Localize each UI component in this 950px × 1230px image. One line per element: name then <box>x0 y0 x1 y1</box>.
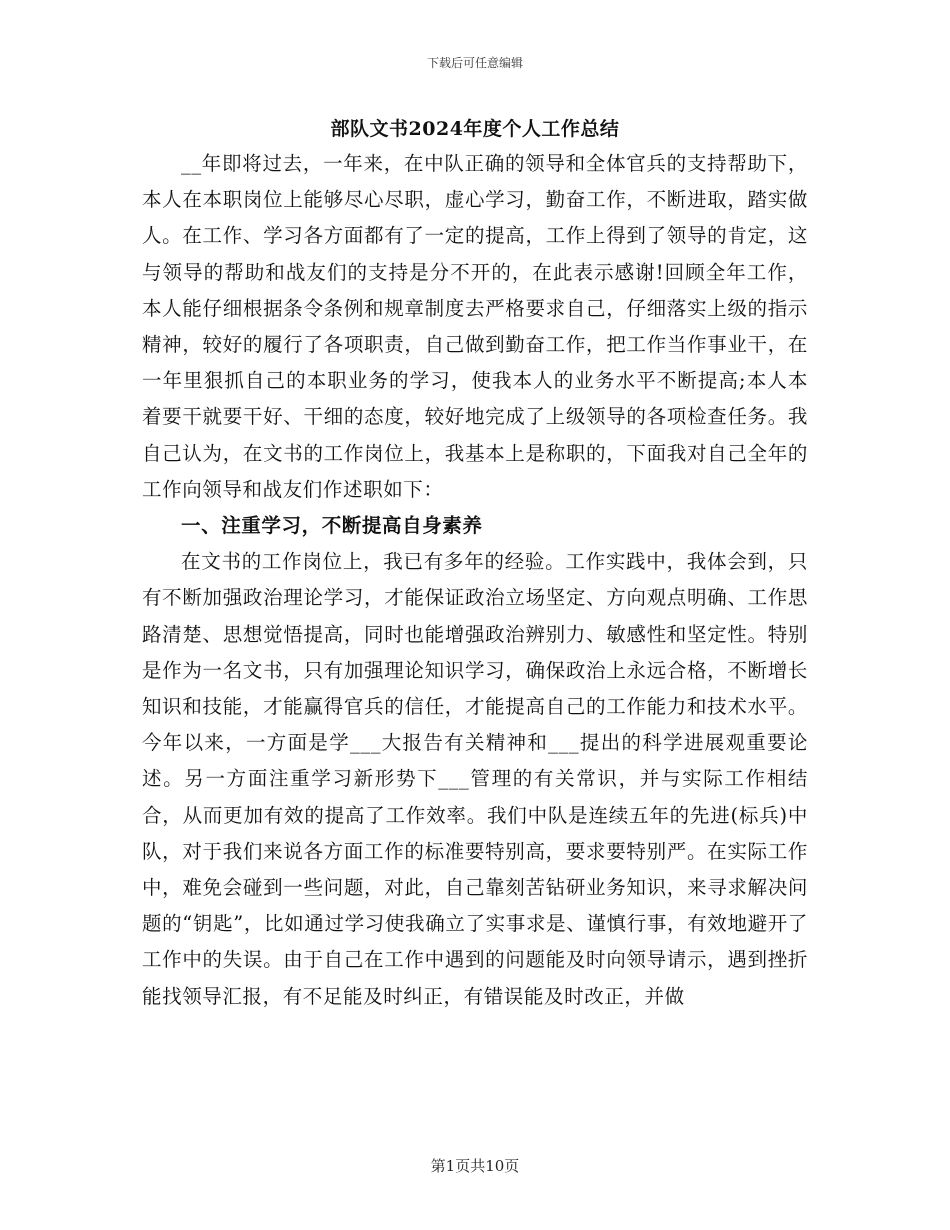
section-1-paragraph: 在文书的工作岗位上，我已有多年的经验。工作实践中，我体会到，只有不断加强政治理论学习，才能保证政治立场坚定、方向观点明确、工作思路清楚、思想觉悟提高，同时也能增强政治辨别力、敏感性和坚定性。特别是作为一名文书，只有加强理论知识学习，确保政治上永远合格，不断增长知识和技能，才能赢得官兵的信任，才能提高自己的工作能力和技术水平。今年以来，一方面是学___大报告有关精神和___提出的科学进展观重要论述。另一方面注重学习新形势下___管理的有关常识，并与实际工作相结合，从而更加有效的提高了工作效率。我们中队是连续五年的先进(标兵)中队，对于我们来说各方面工作的标准要特别高，要求要特别严。在实际工作中，难免会碰到一些问题，对此，自己靠刻苦钻研业务知识，来寻求解决问题的“钥匙”，比如通过学习使我确立了实事求是、谨慎行事，有效地避开了工作中的失误。由于自己在工作中遇到的问题能及时向领导请示，遇到挫折能找领导汇报，有不足能及时纠正，有错误能及时改正，并做 <box>142 550 808 1008</box>
document-body <box>142 146 808 1015</box>
intro-paragraph: __年即将过去，一年来，在中队正确的领导和全体官兵的支持帮助下，本人在本职岗位上能够尽心尽职，虚心学习，勤奋工作，不断进取，踏实做人。在工作、学习各方面都有了一定的提高，工作上得到了领导的肯定，这与领导的帮助和战友们的支持是分不开的，在此表示感谢!回顾全年工作，本人能仔细根据条令条例和规章制度去严格要求自己，仔细落实上级的指示精神，较好的履行了各项职责，自己做到勤奋工作，把工作当作事业干，在一年里狠抓自己的本职业务的学习，使我本人的业务水平不断提高;本人本着要干就要干好、干细的态度，较好地完成了上级领导的各项检查任务。我自己认为，在文书的工作岗位上，我基本上是称职的，下面我对自己全年的工作向领导和战友们作述职如下： <box>142 152 808 501</box>
page-number: 第1页共10页 <box>430 1157 520 1175</box>
section-heading-1: 一、注重学习，不断提高自身素养 <box>181 514 483 538</box>
header-note: 下载后可任意编辑 <box>426 56 523 70</box>
document-title: 部队文书2024年度个人工作总结 <box>330 118 620 140</box>
